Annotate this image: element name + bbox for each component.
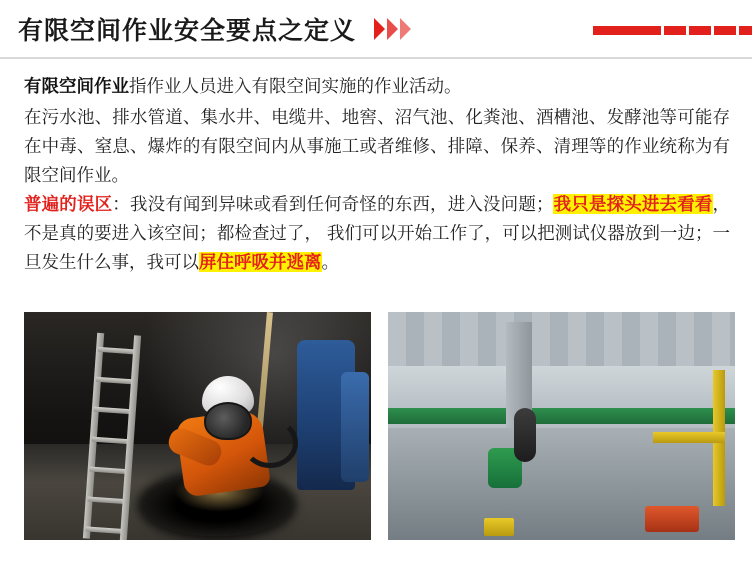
misconception-highlight-1: 我只是探头进去看看 <box>553 194 713 214</box>
definition-paragraph <box>24 72 730 101</box>
misconception-paragraph <box>24 190 730 277</box>
content-body <box>0 58 752 277</box>
misconception-seg1: ：我没有闻到异味或看到任何奇怪的东西，进入没问题； <box>112 194 554 214</box>
header-accent-bars <box>593 26 752 35</box>
misconception-seg3: 。 <box>321 252 339 272</box>
definition-term: 有限空间作业 <box>24 76 129 96</box>
page-title: 有限空间作业安全要点之定义 <box>18 17 357 45</box>
misconception-seg2: ，不是真的要进入该空间；都检查过了， 我们可以开始工作了，可以把测试仪器放到一边；一旦发生什么事，我可以 <box>24 194 731 272</box>
header-divider <box>0 57 752 59</box>
double-chevron-right-icon <box>374 18 411 40</box>
definition-text: 指作业人员进入有限空间实施的作业活动。 <box>129 76 462 96</box>
scope-paragraph: 在污水池、排水管道、集水井、电缆井、地窖、沼气池、化粪池、酒槽池、发酵池等可能存在中毒、窒息、爆炸的有限空间内从事施工或者维修、排障、保养、清理等的作业统称为有限空间作业。 <box>24 107 730 185</box>
worker-with-respirator <box>172 376 276 504</box>
photo-row <box>24 312 735 540</box>
misconception-highlight-2: 屏住呼吸并逃离 <box>199 252 322 272</box>
photo-workshop-briefing <box>388 312 735 540</box>
misconception-label: 普遍的误区 <box>24 194 113 214</box>
page-header <box>0 0 752 58</box>
photo-manhole-entry <box>24 312 371 540</box>
